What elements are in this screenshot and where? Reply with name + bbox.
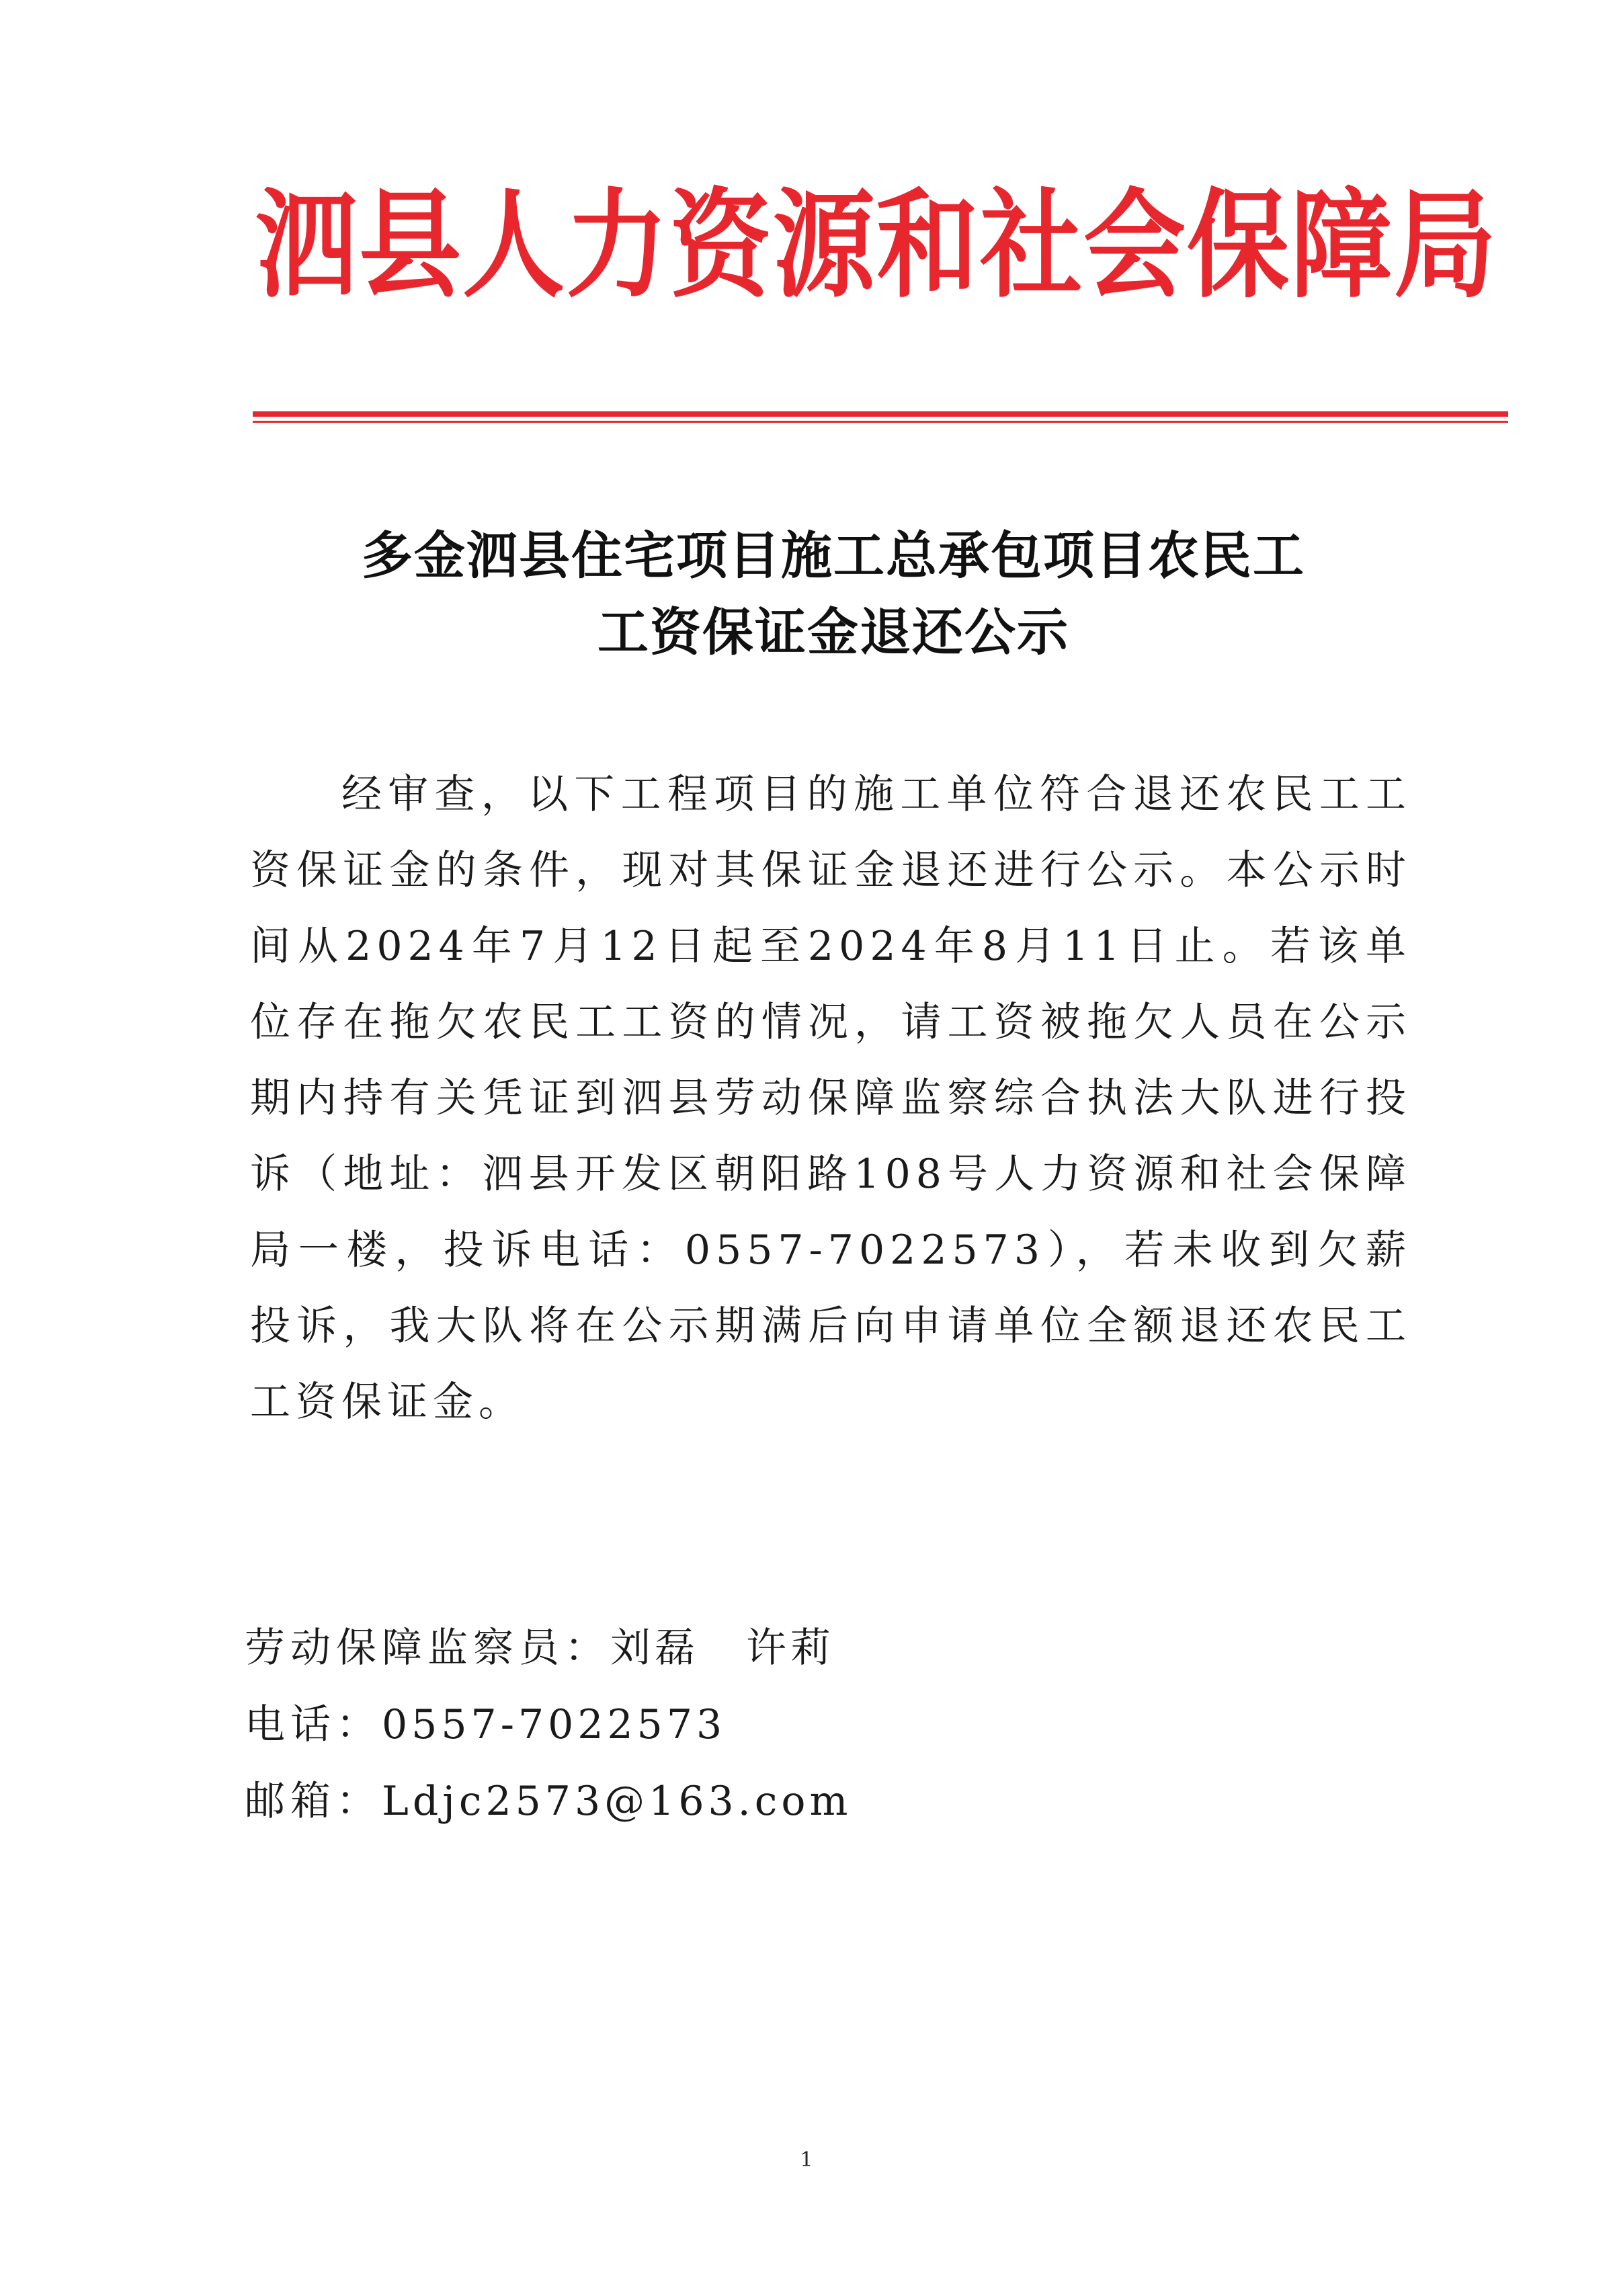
letterhead-organization-name: 泗县人力资源和社会保障局 <box>255 175 1497 314</box>
phone-row <box>245 1698 1186 1752</box>
notice-title-line-1: 多金泗县住宅项目施工总承包项目农民工 <box>362 526 1305 585</box>
notice-title <box>255 518 1411 671</box>
letterhead-rule-thick <box>253 411 1508 417</box>
inspector-name-1: 刘磊 <box>610 1625 699 1672</box>
phone-number: 0557-7022573 <box>382 1701 727 1748</box>
email-row <box>245 1774 1186 1828</box>
inspectors-row <box>245 1621 1186 1675</box>
email-address: Ldjc2573@163.com <box>382 1778 852 1825</box>
inspector-name-2: 许莉 <box>746 1625 835 1672</box>
phone-label: 电话： <box>245 1701 382 1748</box>
email-label: 邮箱： <box>245 1778 382 1825</box>
page-number: 1 <box>800 2148 813 2172</box>
letterhead-rule-thin <box>253 421 1508 423</box>
notice-body: 经审查，以下工程项目的施工单位符合退还农民工工资保证金的条件，现对其保证金退还进行公示。本公示时间从2024年7月12日起至2024年8月11日止。若该单位存在拖欠农民工工资的情况，请工资被拖欠人员在公示期内持有关凭证到泗县劳动保障监察综合执法大队进行投诉（地址：泗县开发区朝阳路108号人力资源和社会保障局一楼，投诉电话：0557-7022573），若未收到欠薪投诉，我大队将在公示期满后向申请单位全额退还农民工工资保证金。 <box>250 771 1411 1426</box>
inspectors-label: 劳动保障监察员： <box>245 1625 610 1672</box>
notice-title-line-2: 工资保证金退还公示 <box>597 602 1069 662</box>
